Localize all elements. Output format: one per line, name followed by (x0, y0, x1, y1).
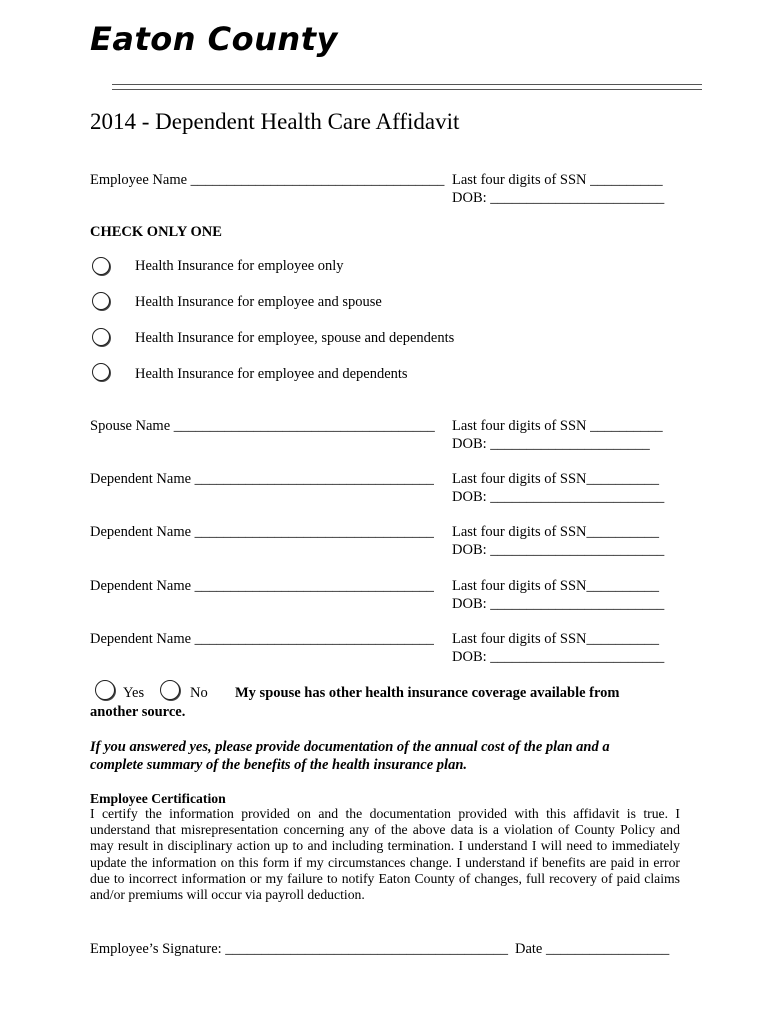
employee-signature-field[interactable]: Employee’s Signature: _______________________________________ (90, 941, 509, 957)
dependent-ssn-field[interactable]: Last four digits of SSN__________ (452, 578, 660, 594)
coverage-option-label: Health Insurance for employee only (135, 258, 344, 274)
check-only-one-heading: CHECK ONLY ONE (90, 224, 222, 240)
other-coverage-yes-radio[interactable] (95, 680, 115, 700)
other-coverage-question-continued: another source. (90, 704, 186, 720)
signature-date-field[interactable]: Date _________________ (515, 941, 670, 957)
other-coverage-no-radio[interactable] (160, 680, 180, 700)
other-coverage-question: My spouse has other health insurance coverage available from (235, 685, 620, 701)
documentation-instruction: If you answered yes, please provide documentation of the annual cost of the plan and a (90, 739, 610, 755)
header-rule-top (112, 84, 702, 85)
employee-dob-field[interactable]: DOB: ________________________ (452, 190, 665, 206)
certification-text: I certify the information provided on and the documentation provided with this affidavit is true. I understand that misrepresentation concerning any of the above data is a violation of County Policy and may result in disciplinary action up to and including termination. I understand I will need to immediately update the information on this form if my circumstances change. I understand if benefits are paid in error due to incorrect information or my failure to notify Eaton County of changes, full recovery of paid claims and/or premiums will occur via payroll deduction. (90, 806, 680, 903)
dependent-name-field[interactable]: Dependent Name _________________________________ (90, 471, 434, 487)
dependent-dob-field[interactable]: DOB: ________________________ (452, 649, 665, 665)
coverage-option-label: Health Insurance for employee and dependents (135, 366, 408, 382)
dependent-dob-field[interactable]: DOB: ________________________ (452, 596, 665, 612)
certification-heading: Employee Certification (90, 791, 226, 806)
coverage-option-label: Health Insurance for employee and spouse (135, 294, 382, 310)
form-title: 2014 - Dependent Health Care Affidavit (90, 109, 460, 134)
coverage-radio-employee-spouse[interactable] (92, 292, 110, 310)
spouse-dob-field[interactable]: DOB: ______________________ (452, 436, 650, 452)
county-title: Eaton County (90, 20, 338, 58)
spouse-ssn-field[interactable]: Last four digits of SSN __________ (452, 418, 663, 434)
employee-ssn-field[interactable]: Last four digits of SSN __________ (452, 172, 663, 188)
dependent-ssn-field[interactable]: Last four digits of SSN__________ (452, 631, 660, 647)
dependent-ssn-field[interactable]: Last four digits of SSN__________ (452, 471, 660, 487)
no-label: No (190, 685, 208, 701)
coverage-option-label: Health Insurance for employee, spouse and dependents (135, 330, 455, 346)
dependent-name-field[interactable]: Dependent Name _________________________________ (90, 631, 434, 647)
yes-label: Yes (123, 685, 145, 701)
dependent-name-field[interactable]: Dependent Name _________________________________ (90, 578, 434, 594)
employee-name-field[interactable]: Employee Name ___________________________________ (90, 172, 445, 188)
coverage-radio-employee-dependents[interactable] (92, 363, 110, 381)
spouse-name-field[interactable]: Spouse Name ____________________________________ (90, 418, 435, 434)
documentation-instruction-continued: complete summary of the benefits of the health insurance plan. (90, 757, 468, 773)
header-rule-bottom (112, 89, 702, 90)
coverage-radio-employee-only[interactable] (92, 257, 110, 275)
dependent-dob-field[interactable]: DOB: ________________________ (452, 542, 665, 558)
coverage-radio-employee-spouse-dependents[interactable] (92, 328, 110, 346)
dependent-dob-field[interactable]: DOB: ________________________ (452, 489, 665, 505)
dependent-ssn-field[interactable]: Last four digits of SSN__________ (452, 524, 660, 540)
dependent-name-field[interactable]: Dependent Name _________________________________ (90, 524, 434, 540)
